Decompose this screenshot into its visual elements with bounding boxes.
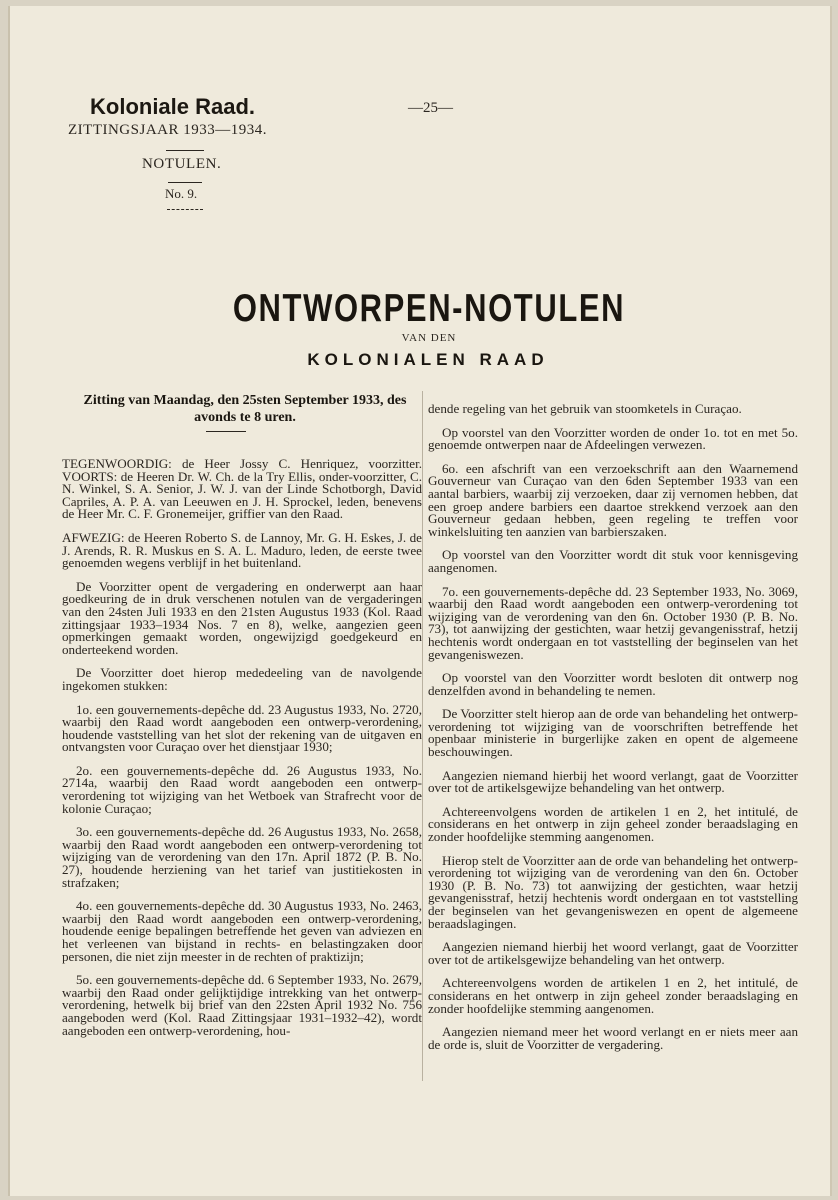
paragraph: De Voorzitter doet hierop mededeeling van de navolgende ingekomen stukken:	[62, 665, 422, 693]
paragraph-item: 2o. een gouvernements-depêche dd. 26 Augustus 1933, No. 2714a, waarbij den Raad wordt aangeboden een ontwerp-verordening tot wijziging van het Wetboek van Strafrecht voor de kolonie Curaçao;	[62, 762, 422, 816]
paragraph: Aangezien niemand meer het woord verlangt en er niets meer aan de orde is, sluit de Voorzitter de vergadering.	[428, 1024, 798, 1052]
paragraph: Achtereenvolgens worden de artikelen 1 en 2, het intitulé, de considerans en het ontwerp in zijn geheel zonder beraadslaging en zonder hoofdelijke stemming aangenomen.	[428, 803, 798, 845]
session-title: Zitting van Maandag, den 25sten September 1933, des avonds te 8 uren.	[83, 393, 407, 425]
paragraph: Op voorstel van den Voorzitter wordt dit stuk voor kennisgeving aangenomen.	[428, 547, 798, 575]
paragraph-item: 4o. een gouvernements-depêche dd. 30 Augustus 1933, No. 2463, waarbij den Raad wordt aangeboden een ontwerp-verordening, houdende eenige bepalingen betreffende het geven van adviezen en het verleenen van bijstand in rechts- en belastingzaken door personen, die niet zijn meester in de rechten of praktizijn;	[62, 898, 422, 964]
right-column	[428, 403, 798, 1062]
masthead-title: ONTWORPEN-NOTULEN	[232, 286, 626, 330]
document-number: No. 9.	[165, 186, 198, 201]
paragraph: De Voorzitter stelt hierop aan de orde van behandeling het ontwerp-verordening tot wijziging van de voorschriften betreffende het openbaar ministerie in burgerlijke zaken en opent de algemeene beschouwingen.	[428, 706, 798, 760]
paragraph: De Voorzitter opent de vergadering en onderwerpt aan haar goedkeuring de in druk verschenen notulen van de vergaderingen van den 24sten Juli 1933 en den 21sten Augustus 1933 (Kol. Raad zittingsjaar 1933–1934 Nos. 7 en 8), welke, aangezien geen opmerkingen gemaakt worden, ongewijzigd goedgekeurd en onderteekend worden.	[62, 578, 422, 657]
paragraph: dende regeling van het gebruik van stoomketels in Curaçao.	[428, 401, 742, 416]
header-rule	[168, 182, 202, 183]
paragraph: Aangezien niemand hierbij het woord verlangt, gaat de Voorzitter over tot de artikelsgewijze behandeling van het ontwerp.	[428, 767, 798, 796]
paragraph: Achtereenvolgens worden de artikelen 1 en 2, het intitulé, de considerans en het ontwerp in zijn geheel zonder beraadslaging en zonder hoofdelijke stemming aangenomen.	[428, 975, 798, 1016]
masthead-subtitle: VAN DEN	[401, 332, 457, 344]
paragraph: Op voorstel van den Voorzitter worden de onder 1o. tot en met 5o. genoemde ontwerpen naar de Afdeelingen verwezen.	[428, 424, 798, 453]
paragraph: Aangezien niemand hierbij het woord verlangt, gaat de Voorzitter over tot de artikelsgewijze behandeling van het ontwerp.	[428, 939, 798, 967]
page-number: —25—	[408, 100, 453, 116]
paragraph-item: 3o. een gouvernements-depêche dd. 26 Augustus 1933, No. 2658, waarbij den Raad wordt aangeboden een ontwerp-verordening tot wijziging van de verordening van den 17n. April 1872 (P. B. No. 27), houdende herziening van het tarief van justitiekosten in strafzaken;	[62, 824, 422, 890]
paragraph: Op voorstel van den Voorzitter wordt besloten dit ontwerp nog denzelfden avond in behandeling te nemen.	[428, 670, 798, 698]
masthead-council: KOLONIALEN RAAD	[307, 350, 549, 369]
header-rule	[166, 150, 204, 151]
session-year: ZITTINGSJAAR 1933—1934.	[68, 122, 267, 138]
column-divider	[422, 391, 423, 1081]
left-column	[62, 458, 422, 1048]
paragraph-item: 1o. een gouvernements-depêche dd. 23 Augustus 1933, No. 2720, waarbij den Raad wordt aangeboden een ontwerp-verordening, houdende vaststelling van het slot der rekening van de uitgaven en ontvangsten voor Curaçao over het dienstjaar 1930;	[62, 701, 422, 755]
paragraph: Hierop stelt de Voorzitter aan de orde van behandeling het ontwerp-verordening tot wijziging van de verordening van den 6n. October 1930 (P. B. No. 73) tot aanwijzing der gestichten, waar hetzij gevangenisstraf, hetzij hechtenis wordt ondergaan en tot vaststelling der beginselen van het gevangeniswezen en opent de algemeene beraadslagingen.	[428, 852, 798, 931]
paragraph-absent: AFWEZIG: de Heeren Roberto S. de Lannoy, Mr. G. H. Eskes, J. de J. Arends, R. R. Muskus en S. A. L. Maduro, leden, de eerste twee genoemden wegens verblijf in het buitenland.	[62, 529, 422, 571]
document-page	[8, 6, 832, 1196]
paragraph-attendance: TEGENWOORDIG: de Heer Jossy C. Henriquez, voorzitter. VOORTS: de Heeren Dr. W. Ch. de la Try Ellis, onder-voorzitter, C. N. Winkel, S. A. Senior, J. W. J. van der Linde Schotborgh, David Capriles, A. P. A. van Leeuwen en J. H. Sprockel, leden, benevens de Heer Mr. C. F. Gronemeijer, griffier van den Raad.	[62, 456, 422, 522]
paragraph-item: 6o. een afschrift van een verzoekschrift aan den Waarnemend Gouverneur van Curaçao van den 6den September 1933 van een aantal barbiers, waarbij zij verzoeken, daar zij vernomen hebben, dat een groep andere barbiers een daartoe strekkend verzoek aan den Gouverneur gedaan hebben, geen regeling te treffen voor winkelsluiting ten aanzien van barbierszaken.	[428, 460, 798, 539]
session-rule	[206, 431, 246, 432]
paragraph-item: 5o. een gouvernements-depêche dd. 6 September 1933, No. 2679, waarbij den Raad onder gelijktijdige intrekking van het ontwerp-verordening, hetwelk bij brief van den 22sten April 1932 No. 756 aangeboden werd (Kol. Raad Zittingsjaar 1931–1932–42), wordt aangeboden een ontwerp-verordening, hou-	[62, 972, 422, 1038]
section-label: NOTULEN.	[142, 156, 222, 172]
header-rule	[167, 209, 203, 210]
paragraph-item: 7o. een gouvernements-depêche dd. 23 September 1933, No. 3069, waarbij den Raad wordt aangeboden een ontwerp-verordening tot wijziging van de verordening van den 6n. October 1930 (P. B. No. 73), tot aanwijzing der gestichten, waar hetzij gevangenisstraf, hetzij hechtenis wordt ondergaan en tot vaststelling der beginselen van het gevangeniswezen.	[428, 583, 798, 662]
council-heading: Koloniale Raad.	[90, 94, 256, 119]
